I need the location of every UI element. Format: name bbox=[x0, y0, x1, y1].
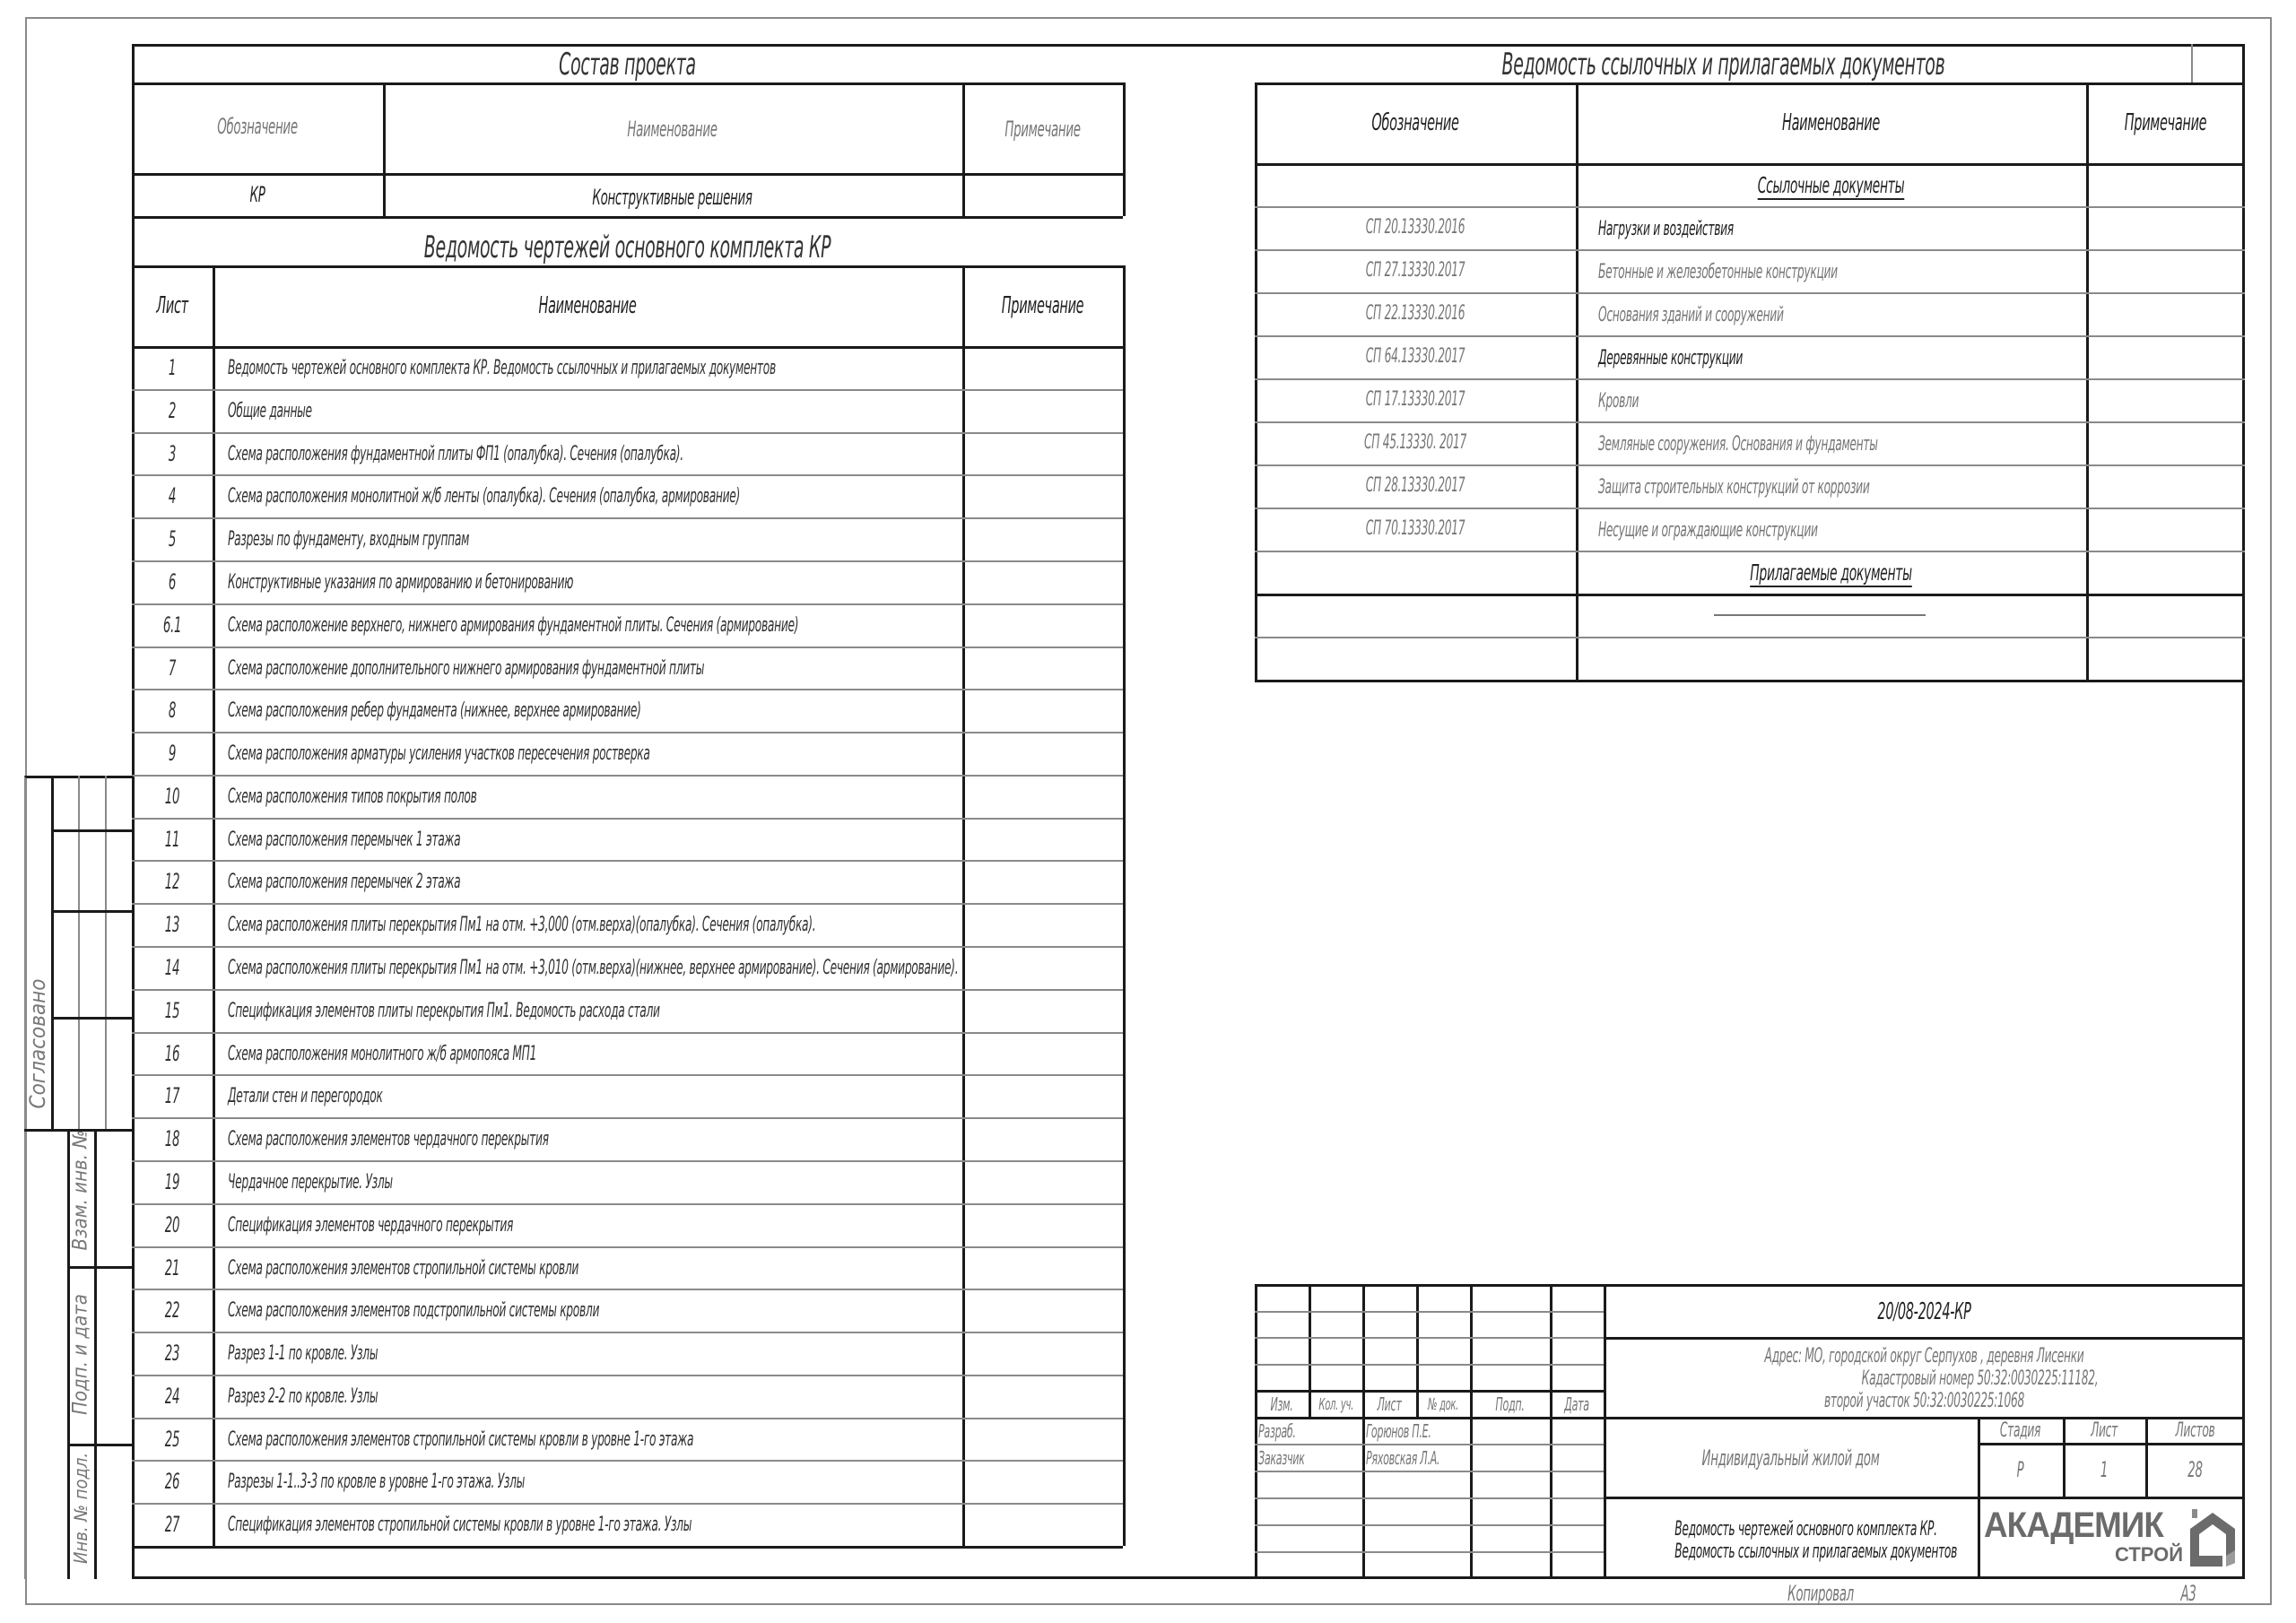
col-label-sheet: Лист bbox=[1377, 1393, 1402, 1415]
row-divider bbox=[1255, 594, 2245, 596]
divider bbox=[132, 173, 1123, 176]
col-line bbox=[94, 1129, 97, 1579]
format-label: А3 bbox=[2180, 1581, 2196, 1606]
divider bbox=[1255, 680, 2245, 682]
label-sign-date: Подп. и дата bbox=[69, 1294, 92, 1415]
drawing-sheet-number: 3 bbox=[168, 441, 177, 466]
drawing-name: Ведомость чертежей основного комплекта КР. Ведомость ссылочных и прилагаемых документов bbox=[228, 357, 776, 379]
corner-box bbox=[2191, 44, 2245, 83]
row-divider bbox=[132, 818, 1123, 820]
drawing-sheet-number: 26 bbox=[164, 1469, 180, 1494]
divider bbox=[1255, 82, 2245, 85]
stage-value: Р bbox=[2016, 1457, 2024, 1482]
label-replaced-inv: Взам. инв. № bbox=[69, 1130, 92, 1251]
drawing-name: Спецификация элементов плиты перекрытия Пм1. Ведомость расхода стали bbox=[228, 1000, 660, 1022]
header-note: Примечание bbox=[1004, 117, 1081, 142]
header-designation: Обозначение bbox=[1371, 109, 1459, 136]
col-label-date: Дата bbox=[1564, 1393, 1589, 1415]
col-line bbox=[1604, 1284, 1606, 1578]
col-line bbox=[2145, 1417, 2148, 1497]
drawing-name: Общие данные bbox=[228, 400, 312, 422]
row-divider bbox=[1255, 551, 2245, 552]
drawing-sheet-number: 4 bbox=[168, 483, 177, 508]
header-note: Примечание bbox=[1001, 292, 1084, 319]
row-divider bbox=[1255, 508, 2245, 509]
reference-designation: СП 17.13330.2017 bbox=[1365, 388, 1465, 411]
document-code: 20/08-2024-КР bbox=[1877, 1298, 1971, 1325]
drawing-sheet-number: 6.1 bbox=[162, 612, 182, 638]
col-line bbox=[1255, 82, 1257, 680]
header-name: Наименование bbox=[538, 292, 637, 319]
drawing-name: Разрез 1-1 по кровле. Узлы bbox=[228, 1342, 378, 1365]
row-divider bbox=[132, 389, 1123, 391]
row-divider bbox=[132, 1503, 1123, 1505]
drawing-name: Схема расположения ребер фундамента (нижнее, верхнее армирование) bbox=[228, 699, 641, 722]
drawing-sheet-number: 27 bbox=[164, 1512, 180, 1537]
col-label-change: Изм. bbox=[1270, 1393, 1293, 1415]
drawing-sheet-number: 18 bbox=[164, 1126, 180, 1151]
sheet-title-line-1: Ведомость чертежей основного комплекта КР. bbox=[1674, 1518, 1937, 1541]
role-customer: Заказчик bbox=[1258, 1447, 1305, 1469]
section-attached-docs: Прилагаемые документы bbox=[1750, 560, 1912, 586]
label-inv-original: Инв. № подл. bbox=[70, 1452, 91, 1564]
col-line bbox=[1362, 1284, 1365, 1578]
reference-designation: СП 20.13330.2016 bbox=[1365, 216, 1465, 239]
row-line bbox=[1255, 1390, 1604, 1393]
col-line bbox=[1123, 265, 1126, 1546]
divider bbox=[51, 829, 132, 832]
divider bbox=[51, 1017, 132, 1020]
row-divider bbox=[132, 1117, 1123, 1119]
divider bbox=[132, 1546, 1123, 1549]
drawing-name: Детали стен и перегородок bbox=[228, 1085, 383, 1107]
company-logo bbox=[1982, 1502, 2242, 1575]
row-line bbox=[1255, 1417, 1604, 1419]
row-line bbox=[1255, 1497, 1604, 1499]
reference-designation: СП 27.13330.2017 bbox=[1365, 259, 1465, 282]
sheet-value: 1 bbox=[2100, 1457, 2109, 1482]
sheet-title-line-2: Ведомость ссылочных и прилагаемых документов bbox=[1674, 1541, 1958, 1563]
row-line bbox=[1255, 1311, 1604, 1313]
role-developer: Разраб. bbox=[1258, 1420, 1296, 1442]
drawing-sheet-number: 2 bbox=[168, 398, 177, 423]
row-divider bbox=[132, 1032, 1123, 1034]
address-line-1: Адрес: МО, городской округ Серпухов , деревня Лисенки bbox=[1764, 1345, 2084, 1367]
reference-designation: СП 45.13330. 2017 bbox=[1364, 431, 1466, 454]
col-line bbox=[1576, 82, 1578, 680]
col-line bbox=[1550, 1284, 1552, 1578]
logo-main-text: АКАДЕМИК bbox=[1984, 1506, 2163, 1545]
drawing-name: Конструктивные указания по армированию и бетонированию bbox=[228, 571, 574, 594]
drawing-name: Спецификация элементов стропильной системы кровли в уровне 1-го этажа. Узлы bbox=[228, 1514, 692, 1536]
drawing-sheet-number: 11 bbox=[164, 827, 180, 852]
divider bbox=[67, 1266, 133, 1269]
divider bbox=[51, 910, 132, 913]
reference-name: Основания зданий и сооружений bbox=[1598, 304, 1784, 326]
drawing-sheet-number: 23 bbox=[164, 1341, 180, 1366]
row-divider bbox=[132, 903, 1123, 905]
drawing-sheet-number: 8 bbox=[168, 698, 177, 723]
drawing-name: Схема расположение дополнительного нижнего армирования фундаментной плиты bbox=[228, 657, 705, 680]
label-agreed: Согласовано bbox=[25, 978, 50, 1109]
drawing-name: Схема расположения плиты перекрытия Пм1 на отм. +3,010 (отм.верха)(нижнее, верхнее армирование). Сечения (армирование). bbox=[228, 957, 959, 979]
address-line-3: второй участок 50:32:0030225:1068 bbox=[1823, 1390, 2025, 1412]
col-label-docno: № док. bbox=[1427, 1395, 1459, 1414]
col-line bbox=[2063, 1417, 2066, 1497]
col-line bbox=[1123, 82, 1126, 216]
drawing-sheet-number: 13 bbox=[164, 912, 180, 937]
drawing-name: Схема расположения типов покрытия полов bbox=[228, 785, 477, 808]
reference-designation: СП 70.13330.2017 bbox=[1365, 517, 1465, 540]
row-line bbox=[1255, 1364, 1604, 1366]
drawing-name: Схема расположения монолитного ж/б армопояса МП1 bbox=[228, 1043, 537, 1065]
header-designation: Обозначение bbox=[217, 114, 298, 139]
row-divider bbox=[1255, 464, 2245, 466]
drawing-name: Схема расположения арматуры усиления участков пересечения ростверка bbox=[228, 742, 650, 765]
sheets-value: 28 bbox=[2187, 1457, 2203, 1482]
row-divider bbox=[132, 946, 1123, 948]
row-divider bbox=[132, 1375, 1123, 1376]
row-divider bbox=[132, 560, 1123, 562]
row-divider bbox=[132, 860, 1123, 862]
header-name: Наименование bbox=[627, 117, 718, 142]
divider bbox=[132, 265, 1123, 268]
row-line bbox=[1255, 1444, 1604, 1445]
divider bbox=[132, 216, 1123, 219]
row-divider bbox=[1255, 378, 2245, 380]
sheet-label: Лист bbox=[2091, 1419, 2118, 1442]
copied-label: Копировал bbox=[1787, 1581, 1854, 1606]
col-label-qty: Кол. уч. bbox=[1318, 1395, 1354, 1414]
reference-designation: СП 22.13330.2016 bbox=[1365, 302, 1465, 325]
row-divider bbox=[1255, 292, 2245, 294]
drawing-sheet-number: 10 bbox=[164, 784, 180, 809]
drawing-name: Схема расположения элементов чердачного перекрытия bbox=[228, 1128, 549, 1150]
row-divider bbox=[1255, 249, 2245, 251]
drawing-sheet-number: 25 bbox=[164, 1427, 180, 1452]
drawing-sheet-number: 24 bbox=[164, 1384, 180, 1409]
reference-name: Защита строительных конструкций от коррозии bbox=[1598, 476, 1870, 499]
house-logo-icon bbox=[2187, 1509, 2239, 1570]
col-label-sign: Подп. bbox=[1495, 1393, 1525, 1415]
row-divider bbox=[132, 775, 1123, 777]
row-divider bbox=[132, 1332, 1123, 1333]
row-line bbox=[1255, 1551, 1604, 1553]
row-line bbox=[1604, 1497, 2245, 1499]
role-customer-name: Ряховская Л.А. bbox=[1366, 1447, 1440, 1469]
references-title: Ведомость ссылочных и прилагаемых документов bbox=[1501, 47, 1945, 82]
composition-row-name: Конструктивные решения bbox=[592, 185, 752, 210]
drawing-sheet-number: 15 bbox=[164, 998, 180, 1023]
col-line bbox=[1470, 1284, 1473, 1578]
divider bbox=[132, 346, 1123, 349]
row-divider bbox=[132, 1203, 1123, 1205]
row-divider bbox=[132, 1418, 1123, 1419]
header-sheet: Лист bbox=[156, 292, 188, 319]
drawing-name: Схема расположения перемычек 2 этажа bbox=[228, 871, 461, 893]
row-divider bbox=[132, 689, 1123, 690]
row-divider bbox=[132, 1460, 1123, 1462]
drawing-sheet-number: 12 bbox=[164, 869, 180, 894]
sheets-label: Листов bbox=[2175, 1419, 2215, 1442]
drawings-list-title: Ведомость чертежей основного комплекта КР bbox=[423, 230, 831, 265]
drawing-name: Разрез 2-2 по кровле. Узлы bbox=[228, 1385, 378, 1408]
reference-name: Земляные сооружения. Основания и фундаменты bbox=[1598, 433, 1878, 456]
row-divider bbox=[132, 732, 1123, 733]
stage-label: Стадия bbox=[1999, 1419, 2041, 1442]
drawing-sheet-number: 21 bbox=[164, 1255, 180, 1280]
address-line-2: Кадастровый номер 50:32:0030225:11182, bbox=[1861, 1367, 2099, 1390]
drawing-name: Схема расположения элементов стропильной системы кровли bbox=[228, 1257, 579, 1280]
drawing-name: Схема расположения элементов стропильной системы кровли в уровне 1-го этажа bbox=[228, 1428, 694, 1451]
row-line bbox=[1604, 1417, 2245, 1419]
row-divider bbox=[132, 1289, 1123, 1290]
reference-designation: СП 28.13330.2017 bbox=[1365, 474, 1465, 497]
reference-designation: СП 64.13330.2017 bbox=[1365, 345, 1465, 368]
col-line bbox=[213, 265, 215, 1546]
drawing-sheet-number: 9 bbox=[168, 741, 177, 766]
drawing-sheet-number: 6 bbox=[168, 569, 177, 595]
row-divider bbox=[1255, 637, 2245, 638]
header-note: Примечание bbox=[2124, 109, 2207, 136]
drawing-sheet-number: 19 bbox=[164, 1169, 180, 1194]
divider bbox=[67, 1444, 133, 1446]
reference-name: Кровли bbox=[1598, 390, 1639, 412]
col-line bbox=[2086, 82, 2089, 680]
drawing-name: Разрезы 1-1..3-3 по кровле в уровне 1-го этажа. Узлы bbox=[228, 1471, 526, 1493]
drawing-sheet-number: 22 bbox=[164, 1298, 180, 1323]
header-name: Наименование bbox=[1781, 109, 1880, 136]
row-divider bbox=[132, 474, 1123, 476]
drawing-sheet-number: 20 bbox=[164, 1212, 180, 1237]
drawing-sheet-number: 14 bbox=[164, 955, 180, 980]
drawing-name: Схема расположения перемычек 1 этажа bbox=[228, 829, 461, 851]
row-divider bbox=[132, 432, 1123, 434]
blank-underline bbox=[1714, 614, 1926, 616]
reference-name: Бетонные и железобетонные конструкции bbox=[1598, 261, 1838, 283]
drawing-name: Схема расположения монолитной ж/б ленты (опалубка). Сечения (опалубка, армирование) bbox=[228, 485, 741, 508]
drawing-name: Схема расположения фундаментной плиты ФП1 (опалубка). Сечения (опалубка). bbox=[228, 443, 683, 465]
drawing-name: Чердачное перекрытие. Узлы bbox=[228, 1171, 393, 1193]
row-divider bbox=[1255, 206, 2245, 208]
section-referenced-docs: Ссылочные документы bbox=[1757, 172, 1905, 198]
drawing-name: Спецификация элементов чердачного перекрытия bbox=[228, 1214, 514, 1237]
drawing-sheet-number: 7 bbox=[168, 655, 177, 681]
role-developer-name: Горюнов П.Е. bbox=[1366, 1420, 1431, 1442]
row-divider bbox=[132, 1246, 1123, 1248]
reference-name: Нагрузки и воздействия bbox=[1598, 218, 1734, 240]
col-line bbox=[1309, 1284, 1311, 1417]
reference-name: Несущие и ограждающие конструкции bbox=[1598, 519, 1818, 542]
logo-sub-text: СТРОЙ bbox=[2115, 1543, 2184, 1566]
divider bbox=[132, 82, 1123, 85]
col-line bbox=[962, 265, 965, 1546]
object-name: Индивидуальный жилой дом bbox=[1701, 1445, 1880, 1471]
row-divider bbox=[1255, 421, 2245, 423]
drawing-name: Разрезы по фундаменту, входным группам bbox=[228, 528, 470, 551]
drawing-sheet-number: 16 bbox=[164, 1041, 180, 1066]
drawing-name: Схема расположения плиты перекрытия Пм1 на отм. +3,000 (отм.верха)(опалубка). Сечения (опалубка). bbox=[228, 914, 816, 936]
col-line bbox=[962, 82, 965, 216]
drawing-sheet-number: 1 bbox=[168, 355, 177, 380]
row-line bbox=[1978, 1443, 2245, 1445]
row-line bbox=[1255, 1471, 1604, 1472]
drawing-name: Схема расположение верхнего, нижнего армирования фундаментной плиты. Сечения (армирование) bbox=[228, 614, 799, 637]
row-divider bbox=[132, 989, 1123, 991]
row-divider bbox=[132, 647, 1123, 648]
row-divider bbox=[1255, 335, 2245, 337]
row-divider bbox=[132, 517, 1123, 519]
col-line bbox=[1416, 1284, 1419, 1417]
drawing-sheet-number: 17 bbox=[164, 1083, 180, 1108]
row-divider bbox=[132, 603, 1123, 605]
composition-title: Состав проекта bbox=[559, 47, 696, 82]
row-divider bbox=[132, 1160, 1123, 1162]
drawing-sheet-number: 5 bbox=[168, 526, 177, 551]
row-divider bbox=[132, 1074, 1123, 1076]
row-line bbox=[1604, 1337, 2245, 1340]
drawing-name: Схема расположения элементов подстропильной системы кровли bbox=[228, 1299, 600, 1322]
composition-row-designation: КР bbox=[249, 182, 265, 207]
row-line bbox=[1255, 1337, 1604, 1339]
reference-name: Деревянные конструкции bbox=[1598, 347, 1744, 369]
divider bbox=[1255, 163, 2245, 166]
row-line bbox=[1255, 1524, 1604, 1526]
col-line bbox=[383, 82, 386, 216]
